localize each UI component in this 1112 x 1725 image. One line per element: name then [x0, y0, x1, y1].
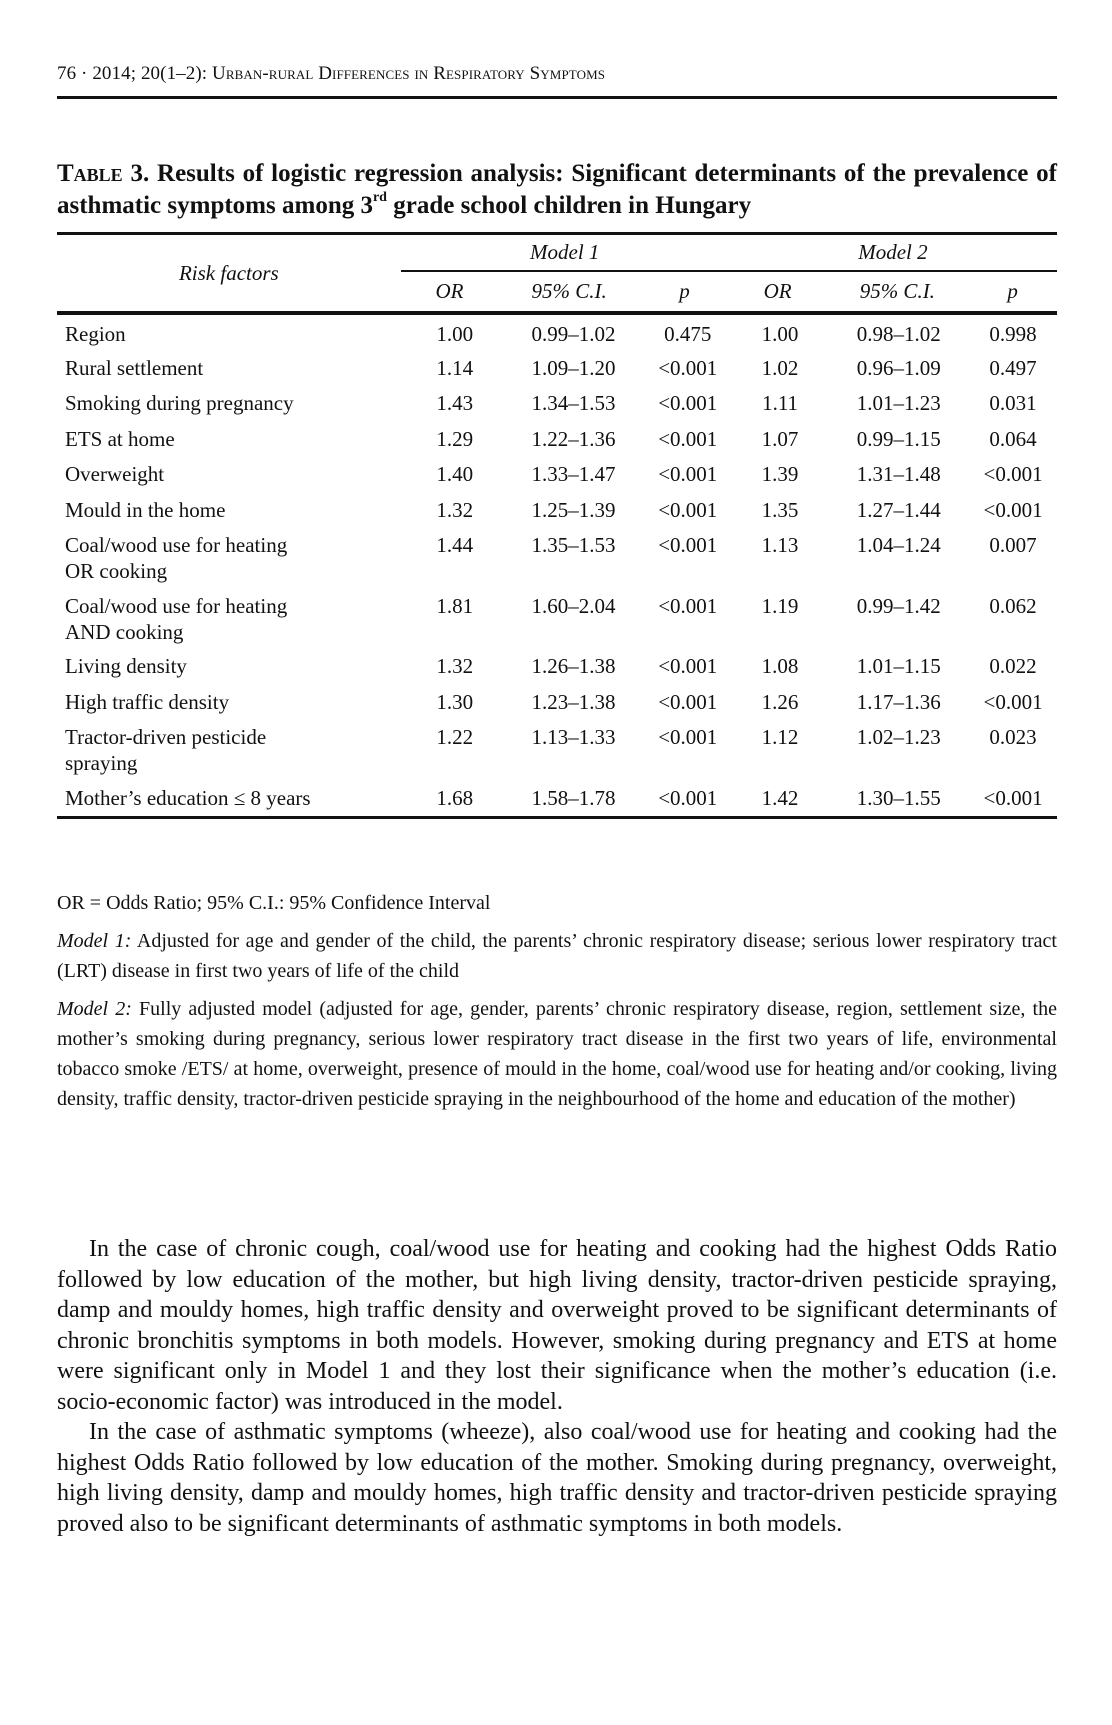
- cell-m1-p: <0.001: [658, 785, 718, 810]
- cell-m2-or: 1.00: [761, 322, 799, 346]
- cell-m2-or: 1.07: [761, 426, 799, 451]
- cell-m1-p: <0.001: [658, 593, 718, 618]
- cell-m1-or: 1.14: [436, 355, 474, 380]
- risk-factor-cell: [57, 528, 406, 589]
- cell-m2-ci: 1.01–1.23: [856, 391, 941, 415]
- table-row: [57, 422, 1057, 458]
- risk-factor-line: AND cooking: [65, 619, 184, 644]
- risk-factor-line: High traffic density: [65, 689, 230, 714]
- risk-factor-cell: [57, 351, 406, 387]
- table-row: [57, 528, 1057, 589]
- cell-m1-or: 1.43: [436, 391, 474, 415]
- cell-m1-ci: 1.34–1.53: [531, 391, 616, 415]
- cell-m2-p: 0.022: [989, 654, 1037, 678]
- cell-m2-or: 1.11: [762, 391, 799, 415]
- cell-m2-or: 1.08: [761, 654, 799, 678]
- cell-m1-p: <0.001: [658, 497, 718, 522]
- note-model-1-text: Adjusted for age and gender of the child, the parents’ chronic respiratory disease; serious lower respiratory tract (LRT) disease in first two years of life of the child: [57, 930, 1057, 982]
- caption-text-end: grade school children in Hungary: [386, 192, 752, 219]
- cell-m1-ci: 0.99–1.02: [531, 322, 616, 346]
- cell-m2-or: 1.39: [761, 462, 799, 486]
- note-model-1: [57, 926, 1057, 986]
- cell-m2-ci: 0.99–1.42: [856, 593, 941, 618]
- cell-m1-ci: 1.23–1.38: [531, 689, 616, 714]
- results-table: [57, 232, 1057, 819]
- risk-factor-cell: [57, 685, 406, 721]
- cell-m1-ci: 1.35–1.53: [531, 533, 616, 557]
- cell-m1-p: 0.475: [664, 322, 712, 346]
- risk-factor-cell: [57, 457, 406, 493]
- cell-m2-or: 1.35: [761, 497, 799, 522]
- table-header: [57, 235, 1057, 311]
- cell-m2-p: 0.998: [989, 322, 1037, 346]
- cell-m1-or: 1.44: [436, 533, 474, 557]
- cell-m2-p: <0.001: [983, 462, 1043, 486]
- cell-m1-p: <0.001: [658, 689, 718, 714]
- risk-factor-line: Rural settlement: [65, 355, 204, 380]
- paragraph: In the case of asthmatic symptoms (wheeze), also coal/wood use for heating and cooking had the highest Odds Ratio followed by low education of the mother. Smoking during pregnancy, overweight, high living density, damp and mouldy homes, high traffic density and tractor-driven pesticide spraying proved also to be significant determinants of asthmatic symptoms in both models.: [57, 1419, 1057, 1537]
- caption-text: Results of logistic regression analysis: Significant determinants of the prevalence of asthmatic symptoms among 3: [57, 160, 1057, 219]
- risk-factor-line: Region: [65, 322, 126, 346]
- cell-m1-ci: 1.22–1.36: [531, 426, 616, 451]
- note-model-2: [57, 994, 1057, 1114]
- cell-m2-p: 0.007: [989, 533, 1037, 557]
- cell-m2-ci: 1.04–1.24: [856, 533, 941, 557]
- cell-m2-ci: 0.98–1.02: [856, 322, 941, 346]
- paragraph: In the case of chronic cough, coal/wood use for heating and cooking had the highest Odds Ratio followed by low education of the mother, but high living density, tractor-driven pesticide spraying, damp and mouldy homes, high traffic density and overweight proved to be significant determinants of chronic bronchitis symptoms in both models. However, smoking during pregnancy and ETS at home were significant only in Model 1 and they lost their significance when the mother’s education (i.e. socio-economic factor) was introduced in the model.: [57, 1236, 1057, 1415]
- cell-m1-or: 1.32: [436, 654, 474, 678]
- cell-m1-or: 1.40: [436, 462, 474, 486]
- cell-m1-p: <0.001: [658, 533, 718, 557]
- risk-factor-line: Smoking during pregnancy: [65, 391, 294, 415]
- table-row: [57, 720, 1057, 781]
- cell-m1-or: 1.00: [436, 322, 474, 346]
- cell-m1-ci: 1.25–1.39: [531, 497, 616, 522]
- risk-factor-cell: [57, 589, 406, 650]
- cell-m1-ci: 1.58–1.78: [531, 785, 616, 810]
- cell-m2-or: 1.26: [761, 689, 799, 714]
- note-model-2-text: Fully adjusted model (adjusted for age, gender, parents’ chronic respiratory disease, region, settlement size, the mother’s smoking during pregnancy, serious lower respiratory tract disease in the first two years of life, environmental tobacco smoke /ETS/ at home, overweight, presence of mould in the home, coal/wood use for heating and/or cooking, living density, traffic density, tractor-driven pesticide spraying in the neighbourhood of the home and education of the mother): [57, 998, 1057, 1110]
- caption-superscript: rd: [372, 190, 387, 205]
- cell-m1-p: <0.001: [658, 355, 718, 380]
- subheader-m2-p: p: [968, 271, 1057, 311]
- table-notes: [57, 888, 1057, 1122]
- cell-m2-p: 0.064: [989, 426, 1037, 451]
- cell-m2-ci: 1.31–1.48: [856, 462, 941, 486]
- table-caption: [57, 158, 1057, 222]
- cell-m2-or: 1.19: [761, 593, 799, 618]
- cell-m2-ci: 1.01–1.15: [856, 654, 941, 678]
- subheader-m1-or: OR: [401, 271, 499, 311]
- subheader-m1-p: p: [640, 271, 729, 311]
- table-row: [57, 649, 1057, 685]
- cell-m1-ci: 1.13–1.33: [531, 725, 616, 749]
- table-row: [57, 351, 1057, 387]
- cell-m2-ci: 1.30–1.55: [856, 785, 941, 810]
- risk-factor-cell: [57, 649, 406, 685]
- cell-m1-or: 1.81: [436, 593, 474, 618]
- cell-m1-ci: 1.09–1.20: [531, 355, 616, 380]
- cell-m1-p: <0.001: [658, 426, 718, 451]
- risk-factor-line: Mould in the home: [65, 497, 226, 522]
- risk-factor-line: OR cooking: [65, 559, 168, 583]
- cell-m1-p: <0.001: [658, 654, 718, 678]
- cell-m1-ci: 1.33–1.47: [531, 462, 616, 486]
- cell-m2-or: 1.13: [761, 533, 799, 557]
- header-model-2: Model 2: [858, 240, 928, 264]
- table-label: Table 3.: [57, 160, 150, 187]
- table-row: [57, 386, 1057, 422]
- header-model-1: Model 1: [530, 240, 600, 264]
- risk-factor-cell: [57, 422, 406, 458]
- note-abbreviations: OR = Odds Ratio; 95% C.I.: 95% Confidence Interval: [57, 892, 491, 914]
- risk-factor-cell: [57, 720, 406, 781]
- cell-m1-or: 1.29: [436, 426, 474, 451]
- risk-factor-cell: [57, 386, 406, 422]
- cell-m2-p: 0.497: [989, 355, 1037, 380]
- subheader-m2-ci: 95% C.I.: [826, 271, 968, 311]
- cell-m2-p: <0.001: [983, 497, 1043, 522]
- cell-m2-or: 1.02: [761, 355, 799, 380]
- risk-factor-line: ETS at home: [65, 426, 175, 451]
- subheader-m2-or: OR: [729, 271, 827, 311]
- cell-m1-ci: 1.26–1.38: [531, 654, 616, 678]
- header-rule: [57, 96, 1057, 99]
- risk-factor-line: Mother’s education ≤ 8 years: [65, 785, 311, 810]
- cell-m1-p: <0.001: [658, 462, 718, 486]
- table-bottom-rule: [57, 816, 1057, 819]
- cell-m1-p: <0.001: [658, 725, 718, 749]
- body-text: [57, 1234, 1057, 1539]
- risk-factor-line: Coal/wood use for heating: [65, 593, 288, 618]
- header-risk-factors: Risk factors: [178, 260, 279, 285]
- risk-factor-cell: [57, 315, 406, 351]
- risk-factor-line: Overweight: [65, 462, 165, 486]
- table-row: [57, 315, 1057, 351]
- table-row: [57, 781, 1057, 817]
- risk-factor-cell: [57, 493, 406, 529]
- table-row: [57, 493, 1057, 529]
- risk-factor-line: Living density: [65, 654, 187, 678]
- cell-m1-or: 1.30: [436, 689, 474, 714]
- risk-factor-line: spraying: [65, 751, 138, 775]
- cell-m2-or: 1.42: [761, 785, 799, 810]
- cell-m2-ci: 0.96–1.09: [856, 355, 941, 380]
- cell-m2-ci: 1.17–1.36: [856, 689, 941, 714]
- cell-m2-ci: 0.99–1.15: [856, 426, 941, 451]
- cell-m2-or: 1.12: [761, 725, 799, 749]
- risk-factor-cell: [57, 781, 406, 817]
- cell-m2-p: 0.062: [989, 593, 1037, 618]
- subheader-m1-ci: 95% C.I.: [498, 271, 640, 311]
- note-model-2-label: Model 2:: [57, 998, 132, 1020]
- table-row: [57, 457, 1057, 493]
- table-row: [57, 685, 1057, 721]
- cell-m1-or: 1.68: [436, 785, 474, 810]
- cell-m1-or: 1.22: [436, 725, 474, 749]
- cell-m1-p: <0.001: [658, 391, 718, 415]
- cell-m2-ci: 1.27–1.44: [856, 497, 941, 522]
- risk-factor-line: Coal/wood use for heating: [65, 533, 288, 557]
- cell-m2-p: <0.001: [983, 785, 1043, 810]
- cell-m2-p: 0.023: [989, 725, 1037, 749]
- risk-factor-line: Tractor-driven pesticide: [65, 725, 267, 749]
- table-body: [57, 315, 1057, 816]
- running-header: 76 · 2014; 20(1–2): Urban-rural Differences in Respiratory Symptoms: [57, 63, 606, 84]
- cell-m2-p: 0.031: [989, 391, 1037, 415]
- cell-m1-ci: 1.60–2.04: [531, 593, 616, 618]
- cell-m2-ci: 1.02–1.23: [856, 725, 941, 749]
- table-row: [57, 589, 1057, 650]
- cell-m1-or: 1.32: [436, 497, 474, 522]
- cell-m2-p: <0.001: [983, 689, 1043, 714]
- note-model-1-label: Model 1:: [57, 930, 132, 952]
